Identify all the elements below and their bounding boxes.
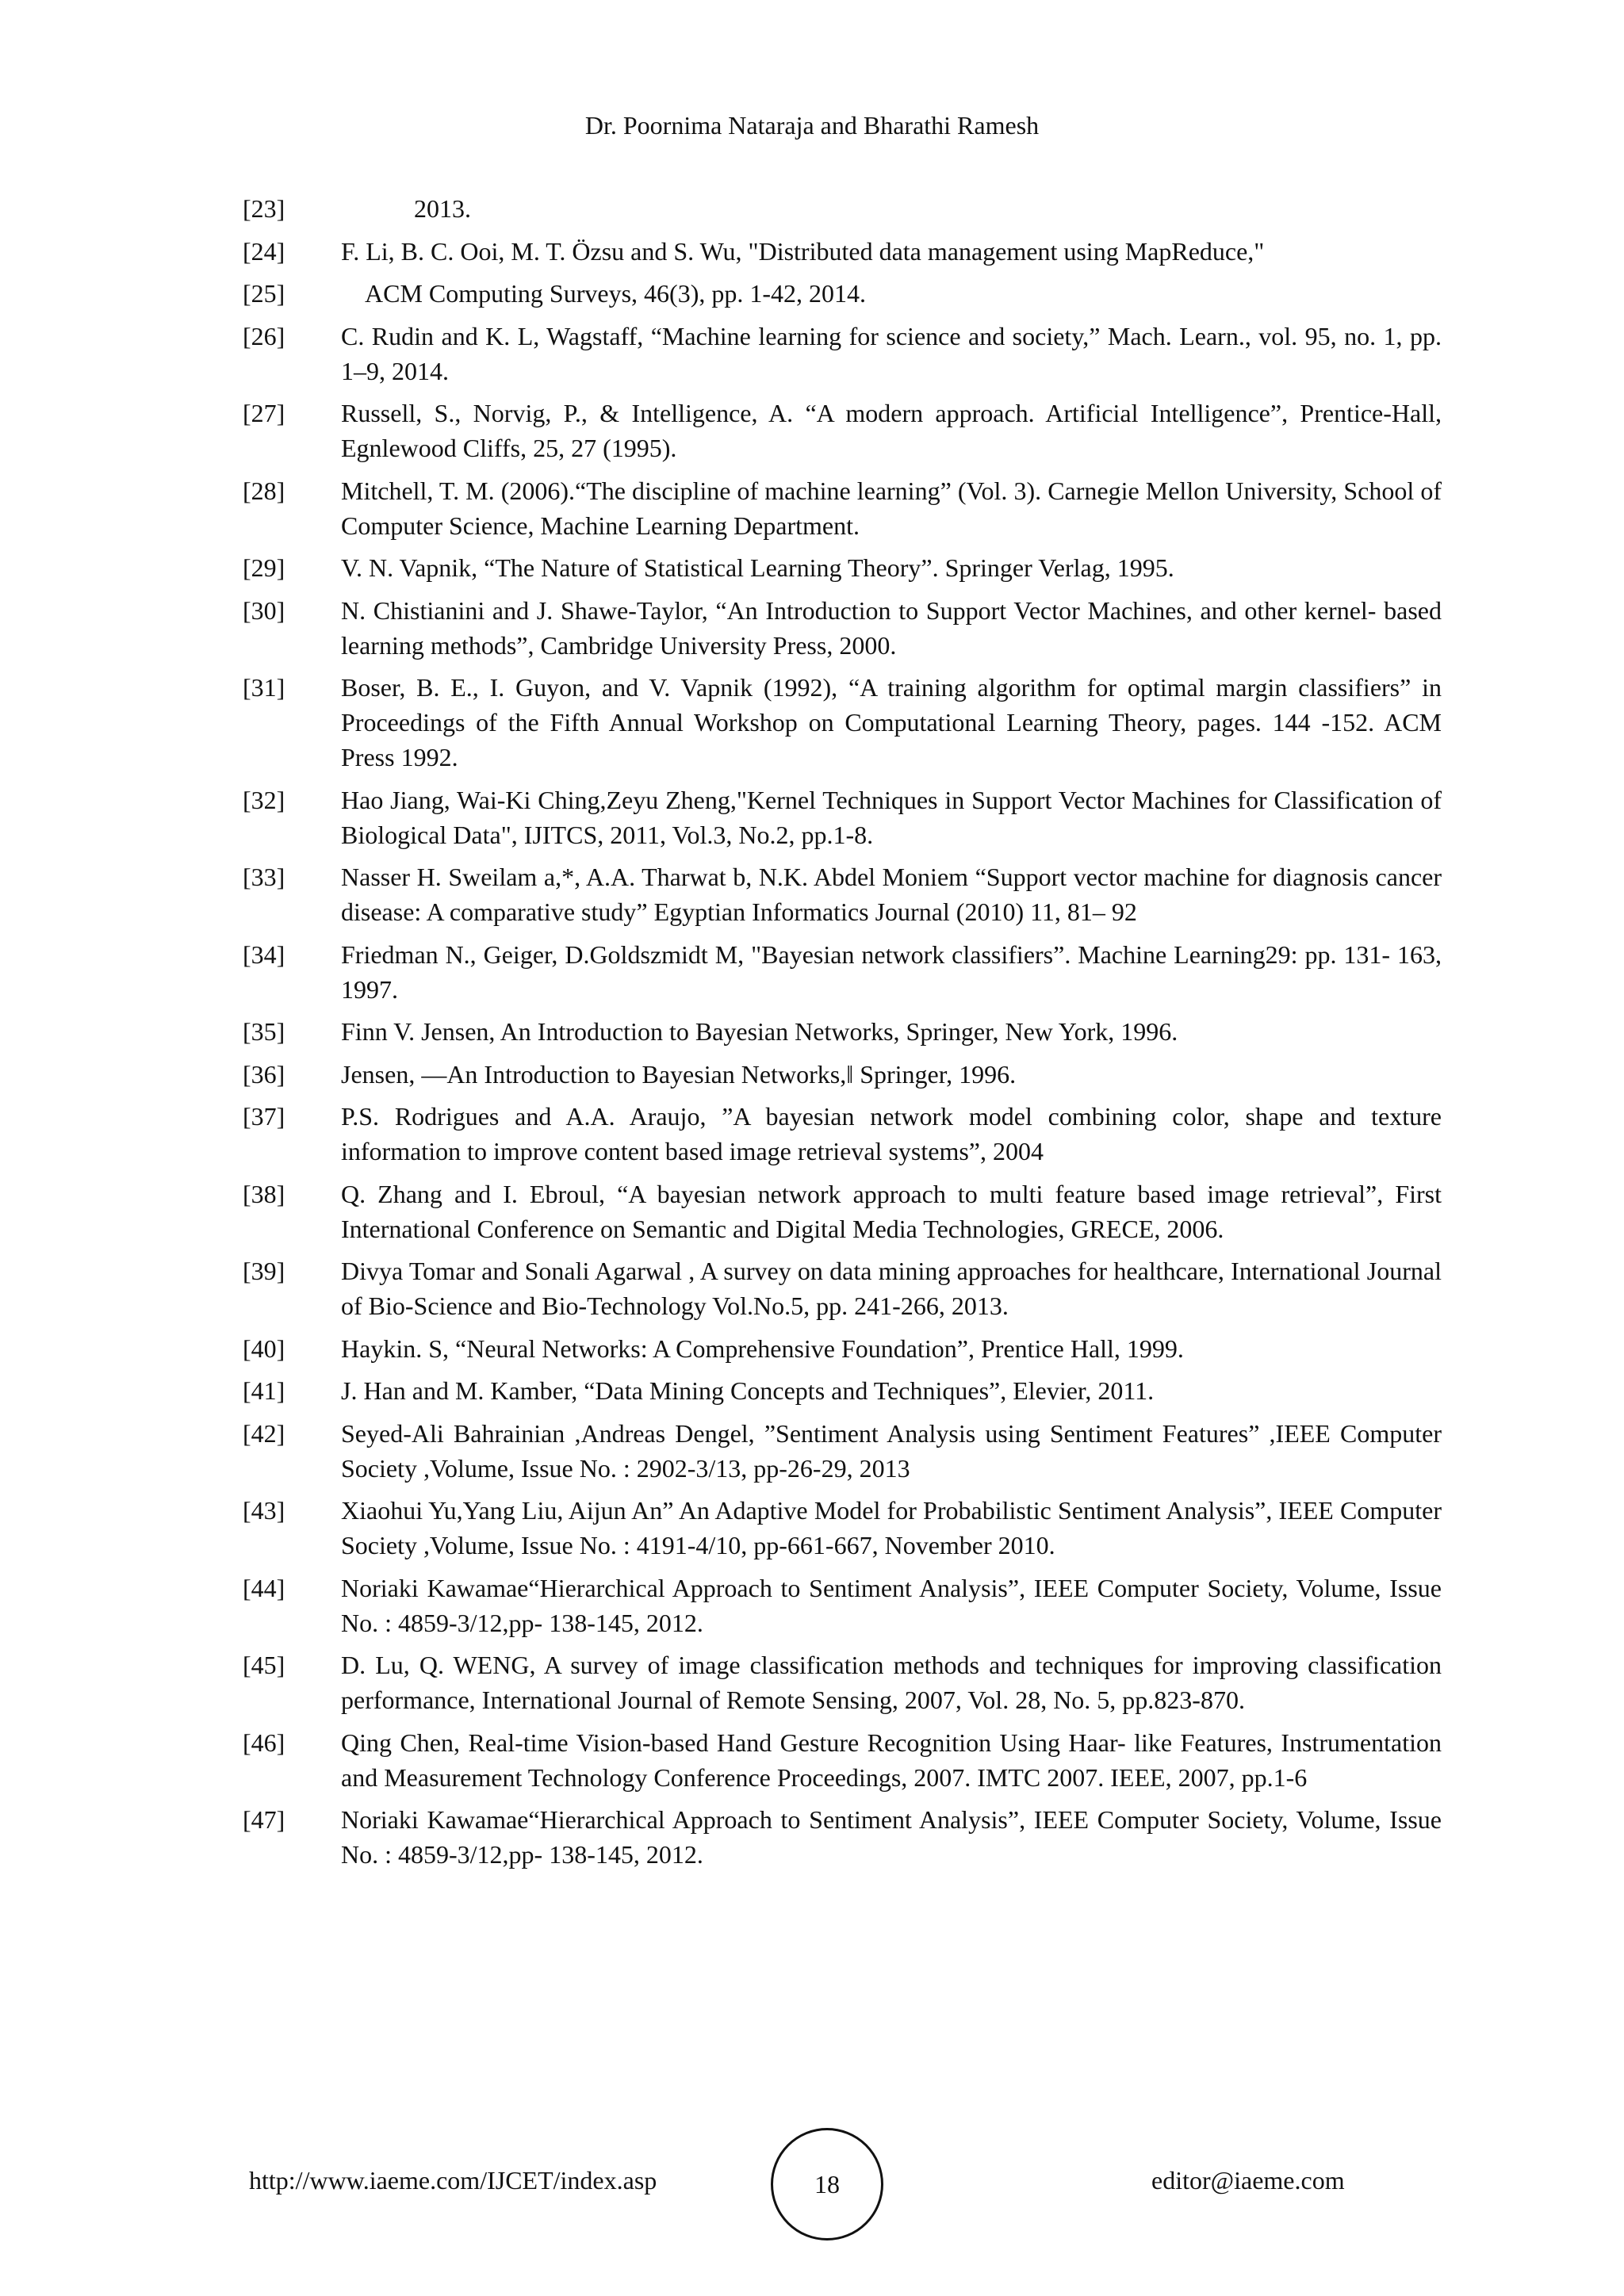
reference-text: Noriaki Kawamae“Hierarchical Approach to Sentiment Analysis”, IEEE Computer Society, Volume, Issue No. : 4859-3/12,pp- 138-145, 2012. bbox=[341, 1573, 1442, 1637]
footer-email-link[interactable]: editor@iaeme.com bbox=[1151, 2166, 1345, 2195]
reference-item bbox=[243, 1647, 1442, 1717]
reference-item bbox=[243, 1099, 1442, 1169]
reference-text: Nasser H. Sweilam a,*, A.A. Tharwat b, N.K. Abdel Moniem “Support vector machine for diagnosis cancer disease: A comparative study” Egyptian Informatics Journal (2010) 11, 81– 92 bbox=[341, 863, 1442, 926]
reference-number: [39] bbox=[243, 1257, 285, 1285]
reference-item bbox=[243, 234, 1442, 269]
reference-item bbox=[243, 1331, 1442, 1366]
reference-number: [47] bbox=[243, 1805, 285, 1834]
reference-item bbox=[243, 473, 1442, 543]
reference-text: P.S. Rodrigues and A.A. Araujo, ”A bayesian network model combining color, shape and texture information to improve content based image retrieval systems”, 2004 bbox=[341, 1102, 1442, 1165]
reference-number: [30] bbox=[243, 595, 285, 625]
reference-text: Q. Zhang and I. Ebroul, “A bayesian network approach to multi feature based image retrieval”, First International Conference on Semantic and Digital Media Technologies, GRECE, 2006. bbox=[341, 1179, 1442, 1243]
reference-text: Jensen, ―An Introduction to Bayesian Networks,‖ Springer, 1996. bbox=[341, 1059, 1017, 1089]
reference-list bbox=[243, 191, 1442, 1880]
reference-number: [33] bbox=[243, 863, 285, 891]
reference-item bbox=[243, 1057, 1442, 1092]
reference-item bbox=[243, 593, 1442, 663]
reference-item bbox=[243, 1177, 1442, 1246]
reference-number: [32] bbox=[243, 785, 285, 814]
reference-text: Haykin. S, “Neural Networks: A Comprehensive Foundation”, Prentice Hall, 1999. bbox=[341, 1334, 1184, 1363]
reference-item bbox=[243, 1014, 1442, 1049]
reference-number: [35] bbox=[243, 1017, 285, 1046]
reference-text: Finn V. Jensen, An Introduction to Bayesian Networks, Springer, New York, 1996. bbox=[341, 1017, 1178, 1046]
reference-text: V. N. Vapnik, “The Nature of Statistical Learning Theory”. Springer Verlag, 1995. bbox=[341, 553, 1174, 582]
reference-item bbox=[243, 1493, 1442, 1563]
reference-text: Russell, S., Norvig, P., & Intelligence, A. “A modern approach. Artificial Intelligence”, Prentice-Hall, Egnlewood Cliffs, 25, 27 (1995). bbox=[341, 399, 1442, 462]
reference-number: [36] bbox=[243, 1059, 285, 1089]
reference-number: [40] bbox=[243, 1334, 285, 1363]
reference-number: [43] bbox=[243, 1496, 285, 1525]
reference-number: [24] bbox=[243, 236, 285, 266]
reference-item bbox=[243, 1571, 1442, 1640]
reference-text: Boser, B. E., I. Guyon, and V. Vapnik (1992), “A training algorithm for optimal margin classifiers” in Proceedings of the Fifth Annual Workshop on Computational Learning Theory, pages. 144 -152. ACM Press 1992. bbox=[341, 673, 1442, 771]
reference-number: [38] bbox=[243, 1179, 285, 1208]
page-number: 18 bbox=[814, 2169, 840, 2198]
reference-item bbox=[243, 859, 1442, 929]
reference-item bbox=[243, 1725, 1442, 1795]
reference-number: [26] bbox=[243, 321, 285, 350]
reference-number: [44] bbox=[243, 1573, 285, 1602]
reference-text: Divya Tomar and Sonali Agarwal , A survey on data mining approaches for healthcare, International Journal of Bio-Science and Bio-Technology Vol.No.5, pp. 241-266, 2013. bbox=[341, 1257, 1442, 1320]
reference-item bbox=[243, 1802, 1442, 1872]
reference-item bbox=[243, 670, 1442, 775]
page-number-circle bbox=[771, 2128, 883, 2241]
reference-number: [29] bbox=[243, 553, 285, 582]
reference-item bbox=[243, 396, 1442, 465]
reference-text: N. Chistianini and J. Shawe-Taylor, “An Introduction to Support Vector Machines, and other kernel- based learning methods”, Cambridge University Press, 2000. bbox=[341, 595, 1442, 660]
reference-number: [23] bbox=[243, 194, 285, 223]
reference-text: Xiaohui Yu,Yang Liu, Aijun An” An Adaptive Model for Probabilistic Sentiment Analysis”, IEEE Computer Society ,Volume, Issue No. : 4191-4/10, pp-661-667, November 2010. bbox=[341, 1496, 1442, 1559]
reference-text: Hao Jiang, Wai-Ki Ching,Zeyu Zheng,"Kernel Techniques in Support Vector Machines for Classification of Biological Data", IJITCS, 2011, Vol.3, No.2, pp.1-8. bbox=[341, 785, 1442, 849]
reference-text: 2013. bbox=[414, 194, 471, 223]
reference-item bbox=[243, 783, 1442, 852]
reference-text: Seyed-Ali Bahrainian ,Andreas Dengel, ”Sentiment Analysis using Sentiment Features” ,IEEE Computer Society ,Volume, Issue No. : 2902-3/13, pp-26-29, 2013 bbox=[341, 1418, 1442, 1483]
reference-number: [25] bbox=[243, 279, 285, 308]
reference-number: [28] bbox=[243, 476, 285, 505]
reference-item bbox=[243, 1416, 1442, 1486]
running-header: Dr. Poornima Nataraja and Bharathi Ramesh bbox=[584, 111, 1040, 140]
page-footer bbox=[0, 2128, 1624, 2231]
reference-number: [41] bbox=[243, 1376, 285, 1405]
reference-item bbox=[243, 937, 1442, 1007]
reference-item bbox=[243, 276, 1442, 311]
reference-item bbox=[243, 191, 1442, 226]
reference-text: D. Lu, Q. WENG, A survey of image classification methods and techniques for improving classification performance, International Journal of Remote Sensing, 2007, Vol. 28, No. 5, pp.823-870. bbox=[341, 1651, 1442, 1714]
footer-url-link[interactable]: http://www.iaeme.com/IJCET/index.asp bbox=[249, 2166, 657, 2195]
reference-text: Mitchell, T. M. (2006).“The discipline of machine learning” (Vol. 3). Carnegie Mellon University, School of Computer Science, Machine Learning Department. bbox=[341, 476, 1442, 540]
reference-number: [45] bbox=[243, 1651, 285, 1679]
reference-number: [42] bbox=[243, 1418, 285, 1448]
reference-text: Friedman N., Geiger, D.Goldszmidt M, "Bayesian network classifiers”. Machine Learning29: pp. 131- 163, 1997. bbox=[341, 939, 1442, 1004]
reference-item bbox=[243, 1373, 1442, 1408]
reference-item bbox=[243, 1253, 1442, 1323]
reference-item bbox=[243, 550, 1442, 585]
reference-number: [46] bbox=[243, 1728, 285, 1757]
reference-number: [27] bbox=[243, 399, 285, 427]
reference-text: J. Han and M. Kamber, “Data Mining Concepts and Techniques”, Elevier, 2011. bbox=[341, 1376, 1155, 1405]
reference-item bbox=[243, 319, 1442, 388]
reference-number: [31] bbox=[243, 673, 285, 702]
reference-text: C. Rudin and K. L, Wagstaff, “Machine learning for science and society,” Mach. Learn., vol. 95, no. 1, pp. 1–9, 2014. bbox=[341, 321, 1442, 385]
reference-text: Noriaki Kawamae“Hierarchical Approach to Sentiment Analysis”, IEEE Computer Society, Volume, Issue No. : 4859-3/12,pp- 138-145, 2012. bbox=[341, 1805, 1442, 1869]
reference-number: [34] bbox=[243, 939, 285, 969]
reference-text: Qing Chen, Real-time Vision-based Hand Gesture Recognition Using Haar- like Features, Instrumentation and Measurement Technology Conference Proceedings, 2007. IMTC 2007. IEEE, 2007, pp.1-6 bbox=[341, 1728, 1442, 1792]
reference-text: ACM Computing Surveys, 46(3), pp. 1-42, 2014. bbox=[365, 279, 866, 308]
reference-number: [37] bbox=[243, 1102, 285, 1131]
reference-text: F. Li, B. C. Ooi, M. T. Özsu and S. Wu, "Distributed data management using MapReduce," bbox=[341, 236, 1265, 266]
